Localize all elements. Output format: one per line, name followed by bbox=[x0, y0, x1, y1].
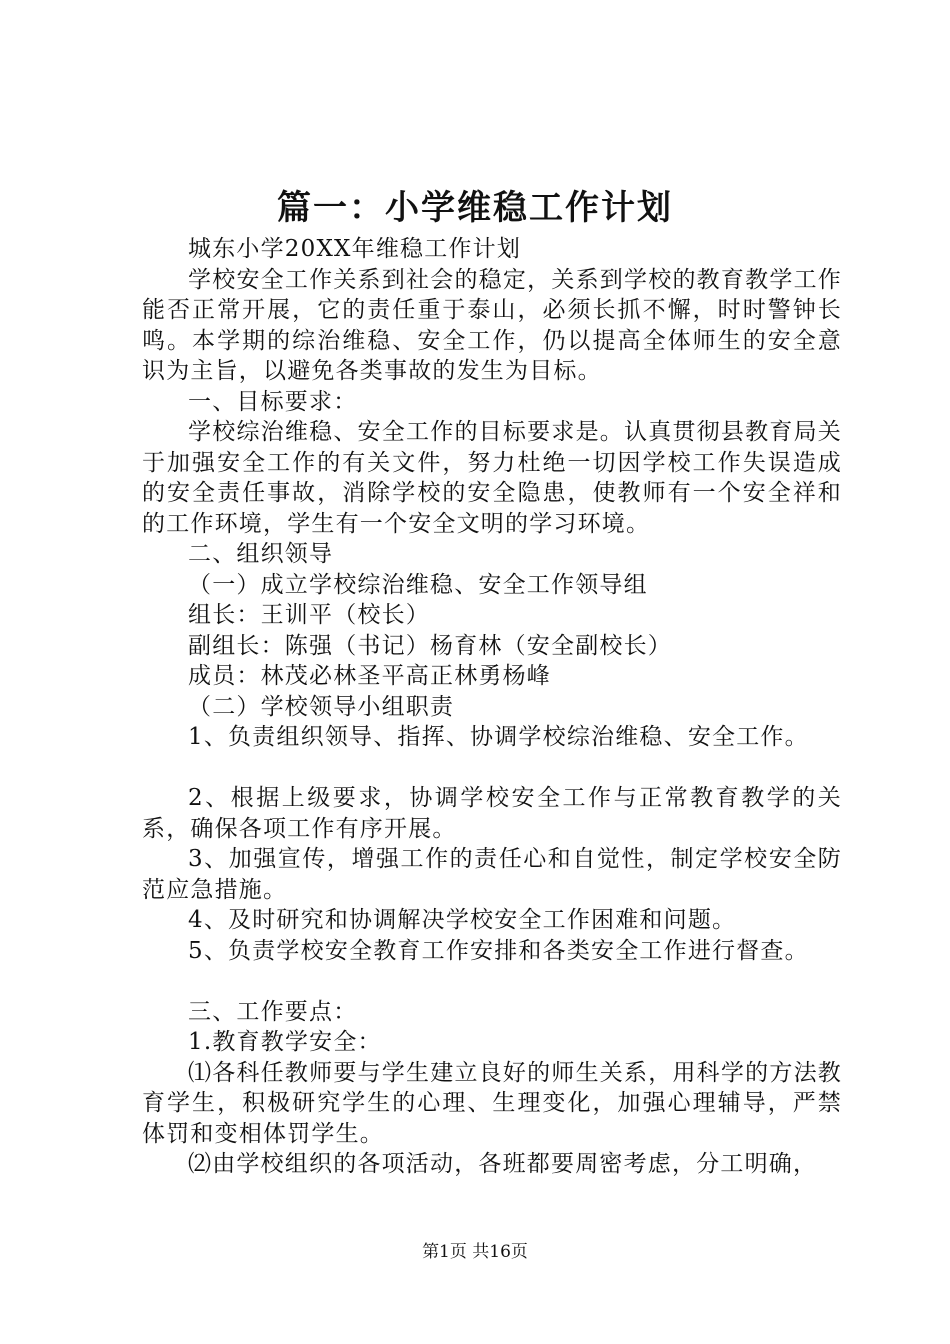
section-heading-leadership: 二、组织领导 bbox=[188, 541, 334, 567]
paragraph-school-plan-heading: 城东小学20XX年维稳工作计划 bbox=[188, 236, 522, 262]
paragraph-members: 成员：林茂必林圣平高正林勇杨峰 bbox=[188, 663, 551, 689]
subsection-heading-teaching-safety: 1.教育教学安全： bbox=[188, 1029, 382, 1055]
work-point-item-1: ⑴各科任教师要与学生建立良好的师生关系，用科学的方法教育学生，积极研究学生的心理、生理变化，加强心理辅导，严禁体罚和变相体罚学生。 bbox=[142, 1059, 842, 1147]
work-point-item-2: ⑵由学校组织的各项活动，各班都要周密考虑，分工明确， bbox=[188, 1151, 818, 1177]
section-heading-work-points: 三、工作要点： bbox=[188, 998, 358, 1025]
paragraph-deputy-leaders: 副组长：陈强（书记）杨育林（安全副校长） bbox=[188, 632, 672, 659]
paragraph-goals: 学校综治维稳、安全工作的目标要求是。认真贯彻县教育局关于加强安全工作的有关文件，努力杜绝一切因学校工作失误造成的安全责任事故，消除学校的安全隐患，使教师有一个安全祥和的工作环境，学生有一个安全文明的学习环境。 bbox=[142, 419, 842, 537]
duty-item-3: 3、加强宣传，增强工作的责任心和自觉性，制定学校安全防范应急措施。 bbox=[142, 846, 842, 903]
duty-item-1: 1、负责组织领导、指挥、协调学校综治维稳、安全工作。 bbox=[188, 724, 809, 750]
subsection-heading-group: （一）成立学校综治维稳、安全工作领导组 bbox=[188, 571, 648, 598]
duty-item-4: 4、及时研究和协调解决学校安全工作困难和问题。 bbox=[188, 907, 737, 933]
section-heading-goals: 一、目标要求： bbox=[188, 388, 358, 415]
paragraph-leader: 组长：王训平（校长） bbox=[188, 602, 430, 628]
document-body bbox=[142, 234, 842, 1180]
document-title: 篇一：小学维稳工作计划 bbox=[277, 188, 673, 228]
page-number: 第1页 共16页 bbox=[422, 1242, 528, 1262]
duty-item-5: 5、负责学校安全教育工作安排和各类安全工作进行督查。 bbox=[188, 937, 809, 964]
subsection-heading-duties: （二）学校领导小组职责 bbox=[188, 693, 455, 720]
paragraph-intro: 学校安全工作关系到社会的稳定，关系到学校的教育教学工作能否正常开展，它的责任重于泰山，必须长抓不懈，时时警钟长鸣。本学期的综治维稳、安全工作，仍以提高全体师生的安全意识为主旨，以避免各类事故的发生为目标。 bbox=[142, 266, 842, 384]
duty-item-2: 2、根据上级要求，协调学校安全工作与正常教育教学的关系，确保各项工作有序开展。 bbox=[142, 785, 842, 842]
